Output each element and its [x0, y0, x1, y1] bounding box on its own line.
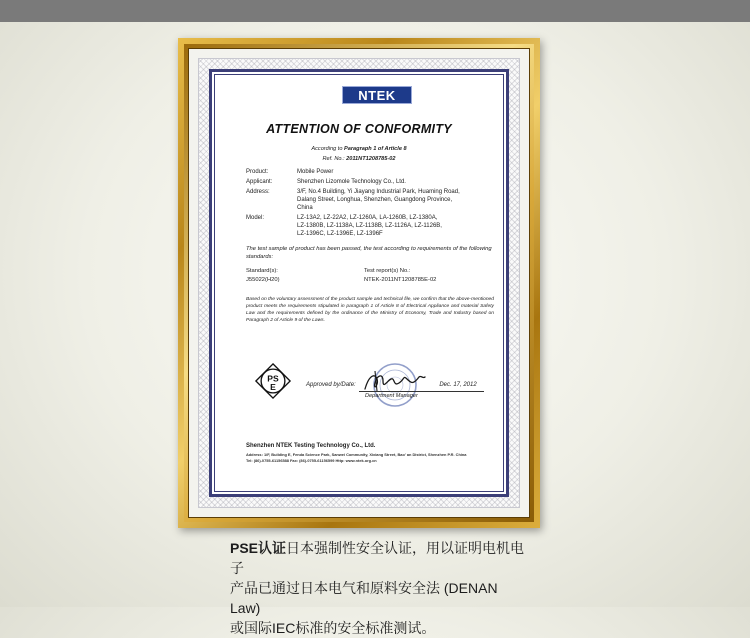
frame-mat: [189, 49, 529, 517]
signature-line: [359, 391, 437, 392]
approval-date: Dec. 17, 2012: [439, 382, 477, 388]
issuer-name: Shenzhen NTEK Testing Technology Co., Ltd.: [246, 443, 376, 449]
top-band: [0, 0, 750, 22]
pse-mark-text-top: PS: [267, 373, 279, 384]
certificate: [214, 74, 504, 492]
pse-mark-text-bottom: E: [270, 382, 276, 393]
certificate-title: ATTENTION OF CONFORMITY: [266, 122, 452, 136]
according-line: According to Paragraph 1 of Article 8: [311, 146, 407, 152]
reports-label: Test report(s) No.:: [364, 268, 411, 274]
guilloche-border: [198, 58, 520, 508]
field-applicant: Applicant: Shenzhen Lizomole Technology Co., Ltd.: [246, 179, 406, 185]
issuer-contact: Tel: (86)-0755-61156588 Fax: (86)-0755-61156599 Http: www.ntek.org.cn: [246, 458, 377, 463]
basis-statement: Based on the voluntary assessment of the product sample and technical file, we confirm that the above-mentioned product meets the requirements stipulated in paragraph 1 of Article 8 of Electrical Appliance and material Safety Law and the requirements defined by the ordinance of the Ministry of Economy, Trade and Industry based on Paragraph 2 of Article 9 of the Laws.: [246, 297, 494, 323]
caption-line1: 日本强制性安全认证，用以证明电机电子: [230, 540, 525, 576]
reference-number: Ref. No.: 2011NT1208785-02: [322, 156, 396, 162]
ntek-logo: NTEK: [342, 86, 412, 104]
reports-value: NTEK-2011NT1208785E-02: [364, 277, 437, 283]
caption-line2: 产品已通过日本电气和原料安全法 (DENAN Law): [230, 580, 498, 616]
caption-line3: 或国际IEC标准的安全标准测试。: [230, 620, 436, 636]
approved-label: Approved by/Date:: [306, 382, 356, 388]
pse-mark-icon: [254, 362, 292, 400]
standards-value: J55022(H20): [246, 277, 280, 283]
date-line: [432, 391, 484, 392]
pse-caption: [230, 538, 530, 638]
caption-bold-prefix: PSE认证: [230, 540, 287, 556]
standards-label: Standard(s):: [246, 268, 278, 274]
field-address: Address: 3/F, No.4 Building, Yi Jiayang Industrial Park, Huaming Road, Dalang Street, Longhua, Shenzhen, Guangdong Province, China: [246, 189, 460, 211]
signer-title: Department Manager: [365, 393, 418, 399]
frame-bevel: [184, 44, 534, 522]
gold-picture-frame: [178, 38, 540, 528]
field-model: Model: LZ-13A2, LZ-22A2, LZ-1260A, LA-1260B, LZ-1380A, LZ-1380B, LZ-1138A, LZ-1138B, LZ-1126A, LZ-1126B, LZ-1396C, LZ-1396E, LZ-1396F: [246, 215, 442, 237]
certificate-fields: [246, 168, 496, 238]
passed-statement: The test sample of product has been passed, the test according to requirements of the following standards:: [246, 246, 492, 260]
issuer-address: Address: 1/F, Building E, Fenda Science Park, Sanwei Community, Xixiang Street, Bao' an District, Shenzhen P.R. China Tel: (86)-0755-61156588 Fax: (86)-0755-61156599 Http: www.ntek.org.cn: [246, 452, 496, 464]
field-product: Product: Mobile Power: [246, 169, 334, 175]
certificate-border: [209, 69, 509, 497]
